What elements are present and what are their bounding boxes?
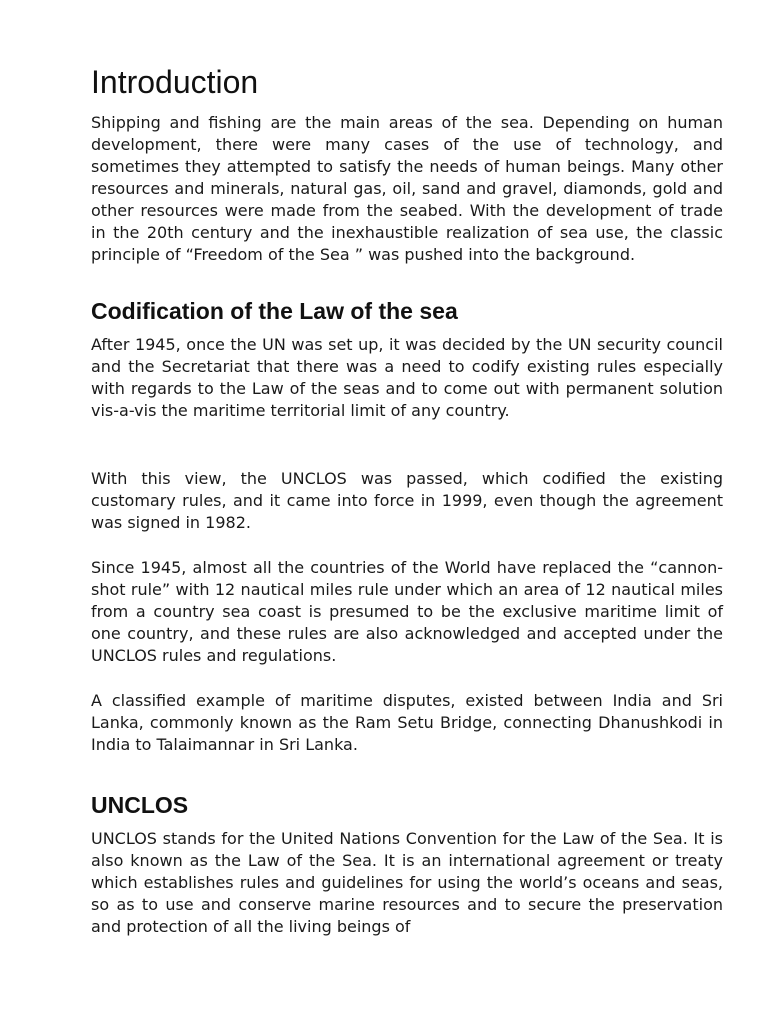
spacer (91, 667, 723, 690)
heading-codification: Codification of the Law of the sea (91, 298, 458, 324)
paragraph-codification-4: A classified example of maritime disputes, existed between India and Sri Lanka, commonly known as the Ram Setu Bridge, connecting Dhanushkodi in India to Talaimannar in Sri Lanka. (91, 691, 723, 754)
paragraph-introduction: Shipping and fishing are the main areas of the sea. Depending on human development, there were many cases of the use of technology, and sometimes they attempted to satisfy the needs of human beings. Many other resources and minerals, natural gas, oil, sand and gravel, diamonds, gold and other resources were made from the seabed. With the development of trade in the 20th century and the inexhaustible realization of sea use, the classic principle of “Freedom of the Sea ” was pushed into the background. (91, 113, 723, 264)
paragraph-codification-2: With this view, the UNCLOS was passed, which codified the existing customary rules, and it came into force in 1999, even though the agreement was signed in 1982. (91, 469, 723, 532)
heading-introduction: Introduction (91, 64, 259, 100)
document-page (91, 62, 723, 938)
spacer (91, 266, 723, 296)
spacer (91, 422, 723, 468)
paragraph-codification-1: After 1945, once the UN was set up, it was decided by the UN security council and the Secretariat that there was a need to codify existing rules especially with regards to the Law of the seas and to come out with permanent solution vis-a-vis the maritime territorial limit of any country. (91, 335, 723, 420)
spacer (91, 534, 723, 557)
paragraph-codification-3: Since 1945, almost all the countries of the World have replaced the “cannon-shot rule” with 12 nautical miles rule under which an area of 12 nautical miles from a country sea coast is presumed to be the exclusive maritime limit of one country, and these rules are also acknowledged and accepted under the UNCLOS rules and regulations. (91, 558, 723, 665)
paragraph-unclos: UNCLOS stands for the United Nations Convention for the Law of the Sea. It is also known as the Law of the Sea. It is an international agreement or treaty which establishes rules and guidelines for using the world’s oceans and seas, so as to use and conserve marine resources and to secure the preservation and protection of all the living beings of (91, 829, 723, 936)
spacer (91, 756, 723, 790)
heading-unclos: UNCLOS (91, 792, 189, 818)
